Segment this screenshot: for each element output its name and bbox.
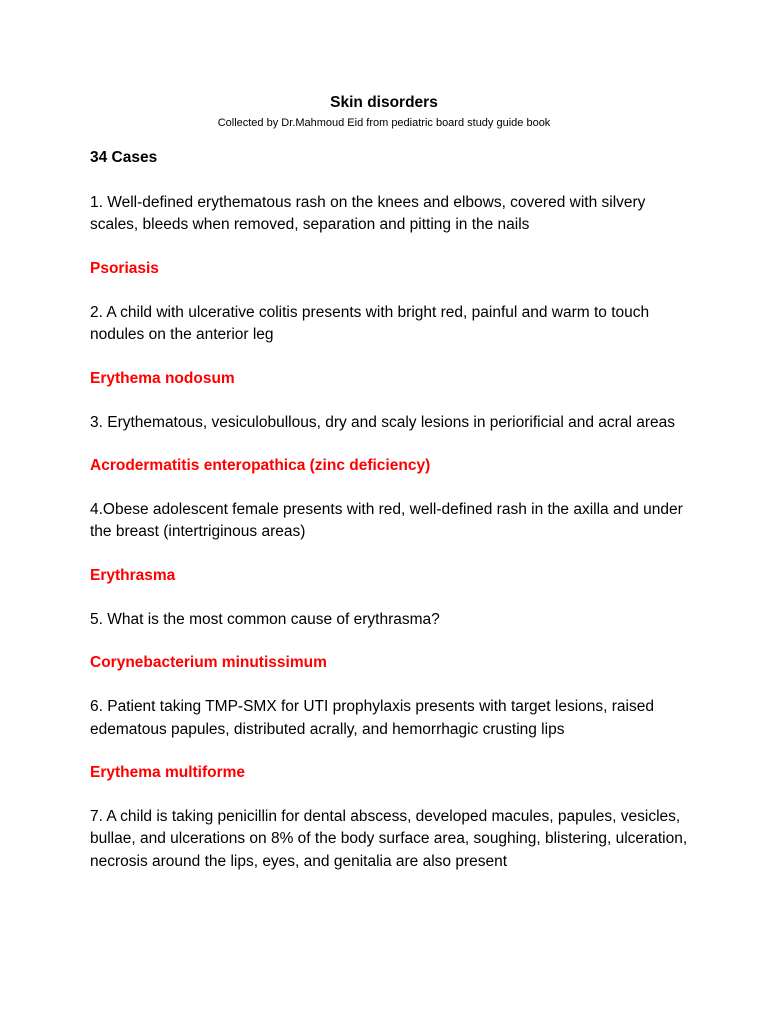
case-answer: Erythema nodosum bbox=[90, 369, 235, 387]
case-answer: Erythrasma bbox=[90, 566, 176, 584]
document-body bbox=[90, 148, 690, 894]
case-question: 1. Well-defined erythematous rash on the knees and elbows, covered with silvery scales, bleeds when removed, separation and pitting in the nails bbox=[90, 194, 646, 234]
case-question: 6. Patient taking TMP-SMX for UTI prophylaxis presents with target lesions, raised edematous papules, distributed acrally, and hemorrhagic crusting lips bbox=[90, 698, 654, 738]
case-answer: Erythema multiforme bbox=[90, 764, 246, 782]
case-count: 34 Cases bbox=[90, 149, 158, 166]
case-answer: Corynebacterium minutissimum bbox=[90, 654, 327, 672]
document-title: Skin disorders bbox=[330, 94, 438, 111]
case-question: 5. What is the most common cause of erythrasma? bbox=[90, 610, 440, 628]
case-question: 4.Obese adolescent female presents with red, well-defined rash in the axilla and under the breast (intertriginous areas) bbox=[90, 501, 683, 541]
case-question: 2. A child with ulcerative colitis presents with bright red, painful and warm to touch nodules on the anterior leg bbox=[90, 303, 650, 344]
case-answer: Acrodermatitis enteropathica (zinc deficiency) bbox=[90, 457, 431, 475]
case-question: 7. A child is taking penicillin for dental abscess, developed macules, papules, vesicles, bullae, and ulcerations on 8% of the body surface area, soughing, blistering, ulceration, necrosis around the lips, eyes, and genitalia are also present bbox=[90, 808, 688, 870]
document-subtitle: Collected by Dr.Mahmoud Eid from pediatric board study guide book bbox=[217, 117, 551, 129]
case-answer: Psoriasis bbox=[90, 259, 159, 277]
case-question: 3. Erythematous, vesiculobullous, dry and scaly lesions in periorificial and acral areas bbox=[90, 413, 675, 431]
